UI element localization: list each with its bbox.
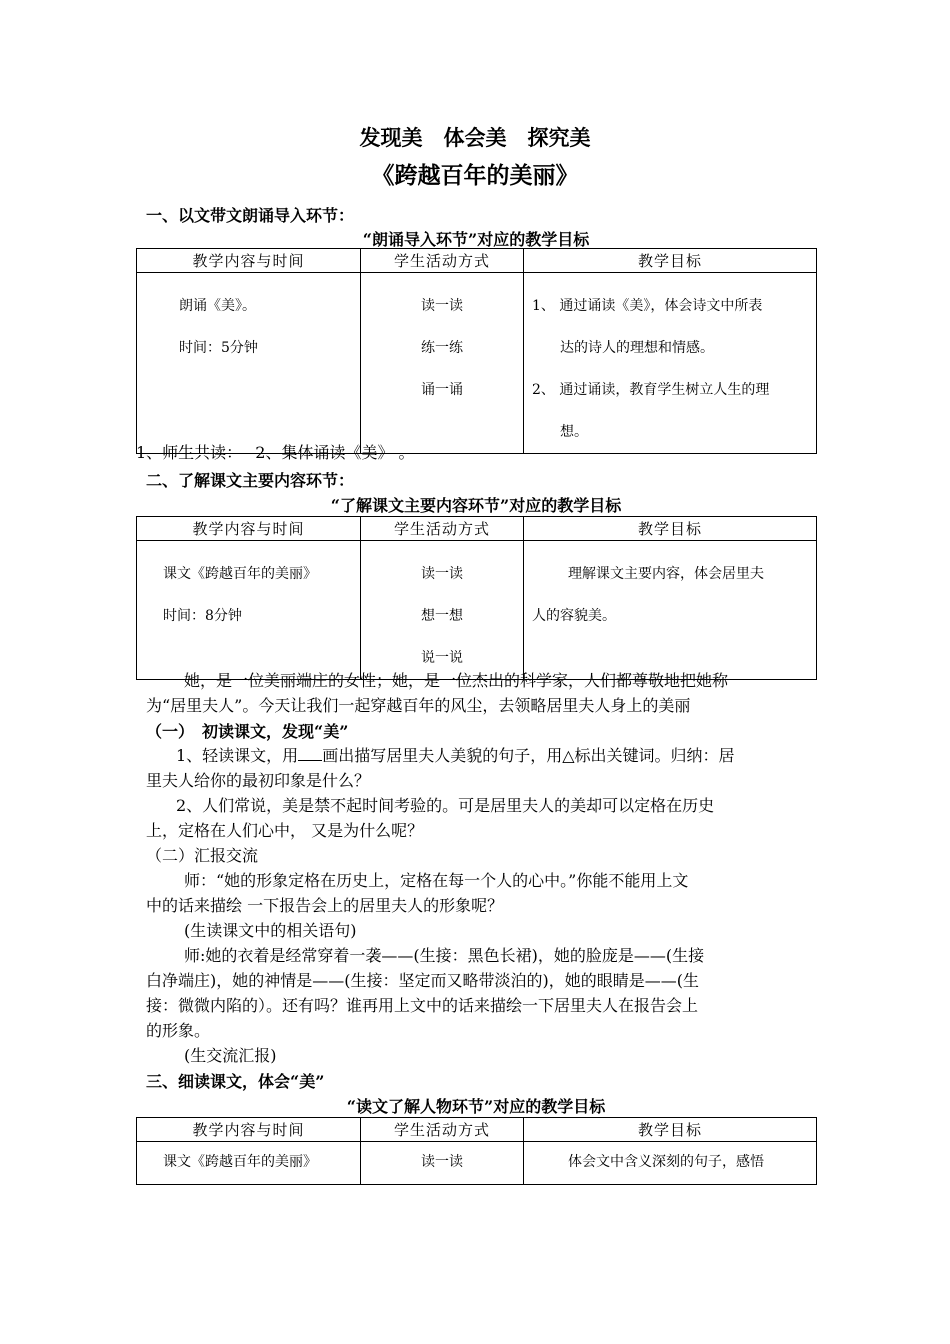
student-line: (生读课文中的相关语句) bbox=[184, 921, 357, 940]
teacher-line: 白净端庄)，她的神情是——(生接：坚定而又略带淡泊的)，她的眼睛是——(生 bbox=[146, 971, 699, 990]
subsection1-heading: （一） 初读课文，发现“美” bbox=[146, 722, 349, 741]
header-goal: 教学目标 bbox=[524, 249, 817, 273]
goal-cell bbox=[524, 273, 817, 454]
page-title: 发现美 体会美 探究美 bbox=[359, 125, 591, 150]
goal-line: 达的诗人的理想和情感。 bbox=[560, 340, 714, 356]
header-content-time: 教学内容与时间 bbox=[137, 517, 361, 541]
header-content-time: 教学内容与时间 bbox=[137, 1118, 361, 1142]
header-content-time: 教学内容与时间 bbox=[137, 249, 361, 273]
section2-table-caption: “了解课文主要内容环节”对应的教学目标 bbox=[330, 496, 622, 515]
activity-line: 练一练 bbox=[421, 340, 463, 356]
teacher-line: 的形象。 bbox=[146, 1021, 211, 1040]
question-2: 2、人们常说，美是禁不起时间考验的。可是居里夫人的美却可以定格在历史 bbox=[176, 796, 715, 815]
table-header-row bbox=[137, 1118, 817, 1142]
activity-line: 诵一诵 bbox=[421, 382, 463, 398]
section2-heading: 二、了解课文主要内容环节： bbox=[146, 471, 355, 490]
goal-line: 理解课文主要内容，体会居里夫 bbox=[568, 566, 764, 582]
activity-line: 读一读 bbox=[421, 298, 463, 314]
intro-line: 她，是一位美丽端庄的女性；她，是一位杰出的科学家，人们都尊敬地把她称 bbox=[184, 671, 729, 690]
section3-table-caption: “读文了解人物环节”对应的教学目标 bbox=[346, 1097, 606, 1116]
table-header-row bbox=[137, 517, 817, 541]
section3-heading: 三、细读课文，体会“美” bbox=[146, 1072, 325, 1091]
table-row bbox=[137, 273, 817, 454]
content-line: 课文《跨越百年的美丽》 bbox=[163, 1154, 317, 1170]
table-row bbox=[137, 541, 817, 680]
question-line: 里夫人给你的最初印象是什么？ bbox=[146, 771, 371, 790]
activity-cell bbox=[361, 541, 524, 680]
question-text: 1、轻读课文，用 bbox=[176, 746, 299, 765]
activity-cell bbox=[361, 273, 524, 454]
teacher-line: 中的话来描绘 一下报告会上的居里夫人的形象呢？ bbox=[146, 896, 504, 915]
goal-line: 体会文中含义深刻的句子，感悟 bbox=[568, 1154, 764, 1170]
header-activity: 学生活动方式 bbox=[361, 1118, 524, 1142]
subsection2-heading: （二）汇报交流 bbox=[146, 846, 259, 865]
content-cell bbox=[137, 273, 361, 454]
section1-table-caption: “朗诵导入环节”对应的教学目标 bbox=[362, 230, 590, 249]
activity-line: 读一读 bbox=[421, 1154, 463, 1170]
content-line: 课文《跨越百年的美丽》 bbox=[163, 566, 317, 582]
goal-line: 想。 bbox=[560, 424, 588, 440]
header-goal: 教学目标 bbox=[524, 1118, 817, 1142]
section2-table bbox=[136, 516, 817, 680]
teacher-line: 师:她的衣着是经常穿着一袭——(生接：黑色长裙)，她的脸庞是——(生接 bbox=[184, 946, 705, 965]
activity-line: 说一说 bbox=[421, 650, 463, 666]
section3-table bbox=[136, 1117, 817, 1185]
header-activity: 学生活动方式 bbox=[361, 517, 524, 541]
content-cell bbox=[137, 1142, 361, 1185]
goal-cell bbox=[524, 541, 817, 680]
teacher-line: 接：微微内陷的）。还有吗？谁再用上文中的话来描绘一下居里夫人在报告会上 bbox=[146, 996, 699, 1015]
section1-heading: 一、以文带文朗诵导入环节： bbox=[146, 206, 355, 225]
intro-line: 为“居里夫人”。今天让我们一起穿越百年的风尘，去领略居里夫人身上的美丽 bbox=[146, 696, 691, 715]
teacher-line: 师：“她的形象定格在历史上，定格在每一个人的心中。”你能不能用上文 bbox=[184, 871, 689, 890]
header-goal: 教学目标 bbox=[524, 517, 817, 541]
content-line: 朗诵《美》。 bbox=[179, 298, 256, 314]
activity-cell bbox=[361, 1142, 524, 1185]
content-line: 时间：5分钟 bbox=[179, 340, 258, 356]
activity-line: 读一读 bbox=[421, 566, 463, 582]
content-line: 时间：8分钟 bbox=[163, 608, 242, 624]
table-header-row bbox=[137, 249, 817, 273]
lesson-title: 《跨越百年的美丽》 bbox=[371, 162, 579, 189]
goal-line: 2、 通过诵读，教育学生树立人生的理 bbox=[532, 382, 770, 398]
content-cell bbox=[137, 541, 361, 680]
activity-line: 想一想 bbox=[421, 608, 463, 624]
question-line: 上，定格在人们心中， 又是为什么呢？ bbox=[146, 821, 424, 840]
header-activity: 学生活动方式 bbox=[361, 249, 524, 273]
question-1 bbox=[176, 744, 735, 769]
section1-note: 1、师生共读： 2、集体诵读《美》 。 bbox=[136, 443, 415, 462]
goal-line: 1、 通过诵读《美》，体会诗文中所表 bbox=[532, 298, 763, 314]
section1-table bbox=[136, 248, 817, 454]
student-line: (生交流汇报) bbox=[184, 1046, 277, 1065]
question-text: 画出描写居里夫人美貌的句子，用△标出关键词。归纳：居 bbox=[322, 746, 735, 765]
goal-cell bbox=[524, 1142, 817, 1185]
table-row bbox=[137, 1142, 817, 1185]
underline-mark bbox=[298, 746, 322, 761]
goal-line: 人的容貌美。 bbox=[532, 608, 616, 624]
